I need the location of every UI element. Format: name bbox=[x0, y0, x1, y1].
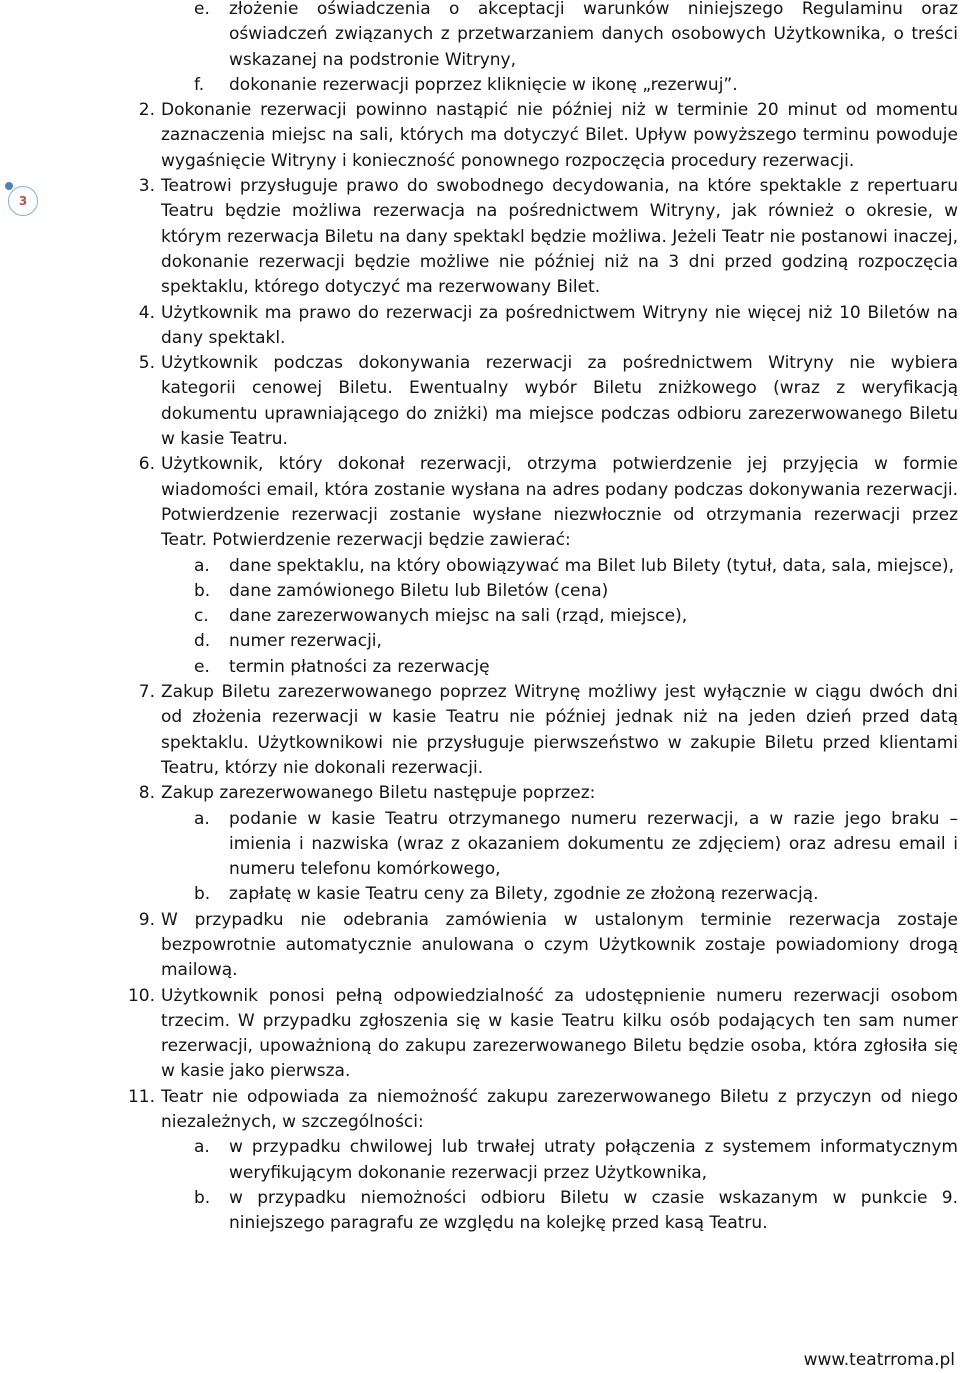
item-number: 7. bbox=[138, 682, 155, 703]
numbered-item-10 bbox=[128, 984, 958, 1085]
list-letter: f. bbox=[194, 74, 205, 95]
numbered-item-5 bbox=[128, 351, 958, 452]
list-item bbox=[128, 0, 958, 73]
numbered-item-9 bbox=[128, 908, 958, 984]
sub-letter: b. bbox=[194, 580, 211, 601]
list-letter: e. bbox=[194, 0, 210, 19]
sub-item bbox=[128, 882, 958, 907]
sub-text: dane spektaklu, na który obowiązywać ma Bilet lub Bilety (tytuł, data, sala, miejsce), bbox=[229, 555, 955, 576]
item-number: 8. bbox=[138, 783, 155, 804]
item-text: Użytkownik ponosi pełną odpowiedzialność za udostępnienie numeru rezerwacji osobom trzecim. W przypadku zgłoszenia się w kasie Teatru kilku osób podających ten sam numer rezerwacji, upoważnioną do zakupu zarezerwowanego Biletu będzie osoba, która zgłosiła się w kasie jako pierwsza. bbox=[161, 985, 958, 1082]
numbered-item-11 bbox=[128, 1085, 958, 1136]
sub-text: w przypadku chwilowej lub trwałej utraty połączenia z systemem informatycznym weryfikującym dokonanie rezerwacji przez Użytkownika, bbox=[229, 1137, 958, 1183]
sub-item bbox=[128, 629, 958, 654]
list-text: złożenie oświadczenia o akceptacji warunków niniejszego Regulaminu oraz oświadczeń związanych z przetwarzaniem danych osobowych Użytkownika, o treści wskazanej na podstronie Witryny, bbox=[229, 0, 958, 70]
item-number: 4. bbox=[138, 302, 155, 323]
item-text: Teatr nie odpowiada za niemożność zakupu zarezerwowanego Biletu z przyczyn od niego niezależnych, w szczególności: bbox=[161, 1086, 958, 1133]
sub-text: dane zarezerwowanych miejsc na sali (rząd, miejsce), bbox=[229, 606, 688, 627]
sub-letter: d. bbox=[194, 631, 211, 652]
sub-text: w przypadku niemożności odbioru Biletu w czasie wskazanym w punkcie 9. niniejszego paragrafu ze względu na kolejkę przed kasą Teatru. bbox=[229, 1187, 958, 1234]
page-number-dot bbox=[5, 182, 13, 190]
item-number: 10. bbox=[127, 985, 155, 1006]
sub-text: podanie w kasie Teatru otrzymanego numeru rezerwacji, a w razie jego braku – imienia i nazwiska (wraz z okazaniem dokumentu ze zdjęciem) oraz adresu email i numeru telefonu komórkowego, bbox=[229, 808, 958, 880]
sub-letter: c. bbox=[194, 606, 209, 627]
item-text: W przypadku nie odebrania zamówienia w ustalonym terminie rezerwacja zostaje bezpowrotnie automatycznie anulowana o czym Użytkownik zostaje powiadomiony drogą mailową. bbox=[161, 909, 958, 981]
item-text: Użytkownik, który dokonał rezerwacji, otrzyma potwierdzenie jej przyjęcia w formie wiadomości email, która zostanie wysłana na adres podany podczas dokonywania rezerwacji. Potwierdzenie rezerwacji zostanie wysłane niezwłocznie od otrzymania rezerwacji przez Teatr. Potwierdzenie rezerwacji będzie zawierać: bbox=[161, 454, 958, 551]
sub-text: numer rezerwacji, bbox=[229, 631, 382, 652]
item-text: Zakup Biletu zarezerwowanego poprzez Witrynę możliwy jest wyłącznie w ciągu dwóch dni od złożenia rezerwacji w kasie Teatru nie później jednak niż na jeden dzień przed datą spektaklu. Użytkownikowi nie przysługuje pierwszeństwo w zakupie Biletu przed klientami Teatru, którzy nie dokonali rezerwacji. bbox=[161, 682, 958, 778]
footer-website-url: www.teatrroma.pl bbox=[803, 1350, 955, 1370]
item-number: 9. bbox=[138, 909, 155, 930]
regulation-content bbox=[128, 0, 958, 1237]
numbered-item-6 bbox=[128, 452, 958, 553]
numbered-item-4 bbox=[128, 301, 958, 352]
item-text: Teatrowi przysługuje prawo do swobodnego decydowania, na które spektakle z repertuaru Teatru będzie możliwa rezerwacja na pośrednictwem Witryny, jak również o okresie, w którym rezerwacja Biletu na dany spektakl będzie możliwa. Jeżeli Teatr nie postanowi inaczej, dokonanie rezerwacji będzie możliwe nie później niż na 3 dni przed godziną rozpoczęcia spektaklu, którego dotyczyć ma rezerwowany Bilet. bbox=[161, 176, 958, 298]
sub-item bbox=[128, 604, 958, 629]
sub-letter: a. bbox=[194, 1137, 210, 1158]
item-text: Użytkownik ma prawo do rezerwacji za pośrednictwem Witryny nie więcej niż 10 Biletów na dany spektakl. bbox=[161, 302, 958, 348]
item-text: Użytkownik podczas dokonywania rezerwacji za pośrednictwem Witryny nie wybiera kategorii cenowej Biletu. Ewentualny wybór Biletu zniżkowego (wraz z weryfikacją dokumentu uprawniającego do zniżki) ma miejsce podczas odbioru zarezerwowanego Biletu w kasie Teatru. bbox=[161, 353, 958, 450]
sub-text: zapłatę w kasie Teatru ceny za Bilety, zgodnie ze złożoną rezerwacją. bbox=[229, 884, 819, 905]
sub-item bbox=[128, 655, 958, 680]
sub-text: dane zamówionego Biletu lub Biletów (cena) bbox=[229, 580, 609, 601]
numbered-item-3 bbox=[128, 174, 958, 300]
sub-letter: a. bbox=[194, 808, 210, 829]
sub-item bbox=[128, 1135, 958, 1186]
item-text: Zakup zarezerwowanego Biletu następuje poprzez: bbox=[161, 783, 596, 804]
sub-letter: e. bbox=[194, 656, 210, 677]
sub-item bbox=[128, 1186, 958, 1237]
list-item bbox=[128, 73, 958, 98]
item-text: Dokonanie rezerwacji powinno nastąpić nie później niż w terminie 20 minut od momentu zaznaczenia miejsc na sali, których ma dotyczyć Bilet. Upływ powyższego terminu powoduje wygaśnięcie Witryny i konieczność ponownego rozpoczęcia procedury rezerwacji. bbox=[161, 100, 958, 171]
page-number-badge: 3 bbox=[8, 186, 38, 216]
item-number: 11. bbox=[127, 1086, 155, 1107]
sub-letter: a. bbox=[194, 555, 210, 576]
item-number: 6. bbox=[138, 454, 155, 475]
numbered-item-7 bbox=[128, 680, 958, 781]
sub-letter: b. bbox=[194, 1187, 211, 1208]
item-number: 2. bbox=[138, 100, 155, 121]
item-number: 3. bbox=[138, 176, 155, 197]
sub-item bbox=[128, 579, 958, 604]
item-number: 5. bbox=[138, 353, 155, 374]
list-text: dokonanie rezerwacji poprzez kliknięcie w ikonę „rezerwuj”. bbox=[229, 74, 738, 95]
numbered-item-8 bbox=[128, 781, 958, 806]
sub-letter: b. bbox=[194, 884, 211, 905]
sub-item bbox=[128, 807, 958, 883]
numbered-item-2 bbox=[128, 98, 958, 174]
sub-text: termin płatności za rezerwację bbox=[229, 656, 490, 677]
sub-item bbox=[128, 554, 958, 579]
